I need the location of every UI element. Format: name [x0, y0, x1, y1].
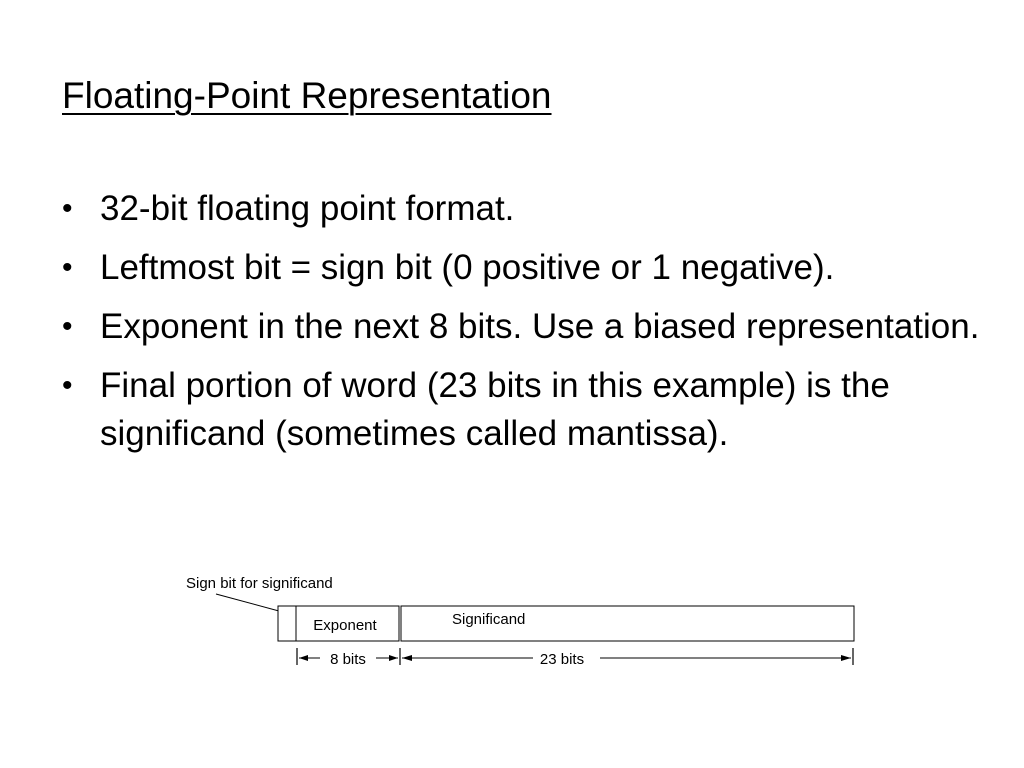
bullet-text: Final portion of word (23 bits in this example) is the significand (sometimes called mantissa).	[100, 366, 890, 453]
bullet-dot-icon: •	[62, 192, 73, 225]
bullet-dot-icon: •	[62, 310, 73, 343]
bullet-text: Leftmost bit = sign bit (0 positive or 1 negative).	[100, 248, 835, 287]
arrow-left-icon	[402, 655, 412, 661]
bullet-list	[62, 185, 982, 469]
sign-bit-box	[278, 606, 296, 641]
arrow-right-icon	[389, 655, 398, 661]
float-format-diagram	[180, 568, 870, 678]
arrow-left-icon	[299, 655, 308, 661]
significand-bits-label: 23 bits	[539, 651, 585, 668]
significand-label: Significand	[452, 611, 526, 628]
bullet-text: Exponent in the next 8 bits. Use a biased representation.	[100, 307, 980, 346]
arrow-right-icon	[841, 655, 851, 661]
bullet-text: 32-bit floating point format.	[100, 189, 515, 228]
sign-bit-label: Sign bit for significand	[186, 575, 333, 592]
bullet-dot-icon: •	[62, 251, 73, 284]
exponent-bits-label: 8 bits	[330, 651, 366, 668]
slide-title: Floating-Point Representation	[62, 75, 552, 116]
bullet-dot-icon: •	[62, 369, 73, 402]
bullet-item	[62, 303, 982, 351]
bullet-item	[62, 185, 982, 233]
bullet-item	[62, 362, 982, 458]
bullet-item	[62, 244, 982, 292]
exponent-label: Exponent	[313, 617, 377, 634]
